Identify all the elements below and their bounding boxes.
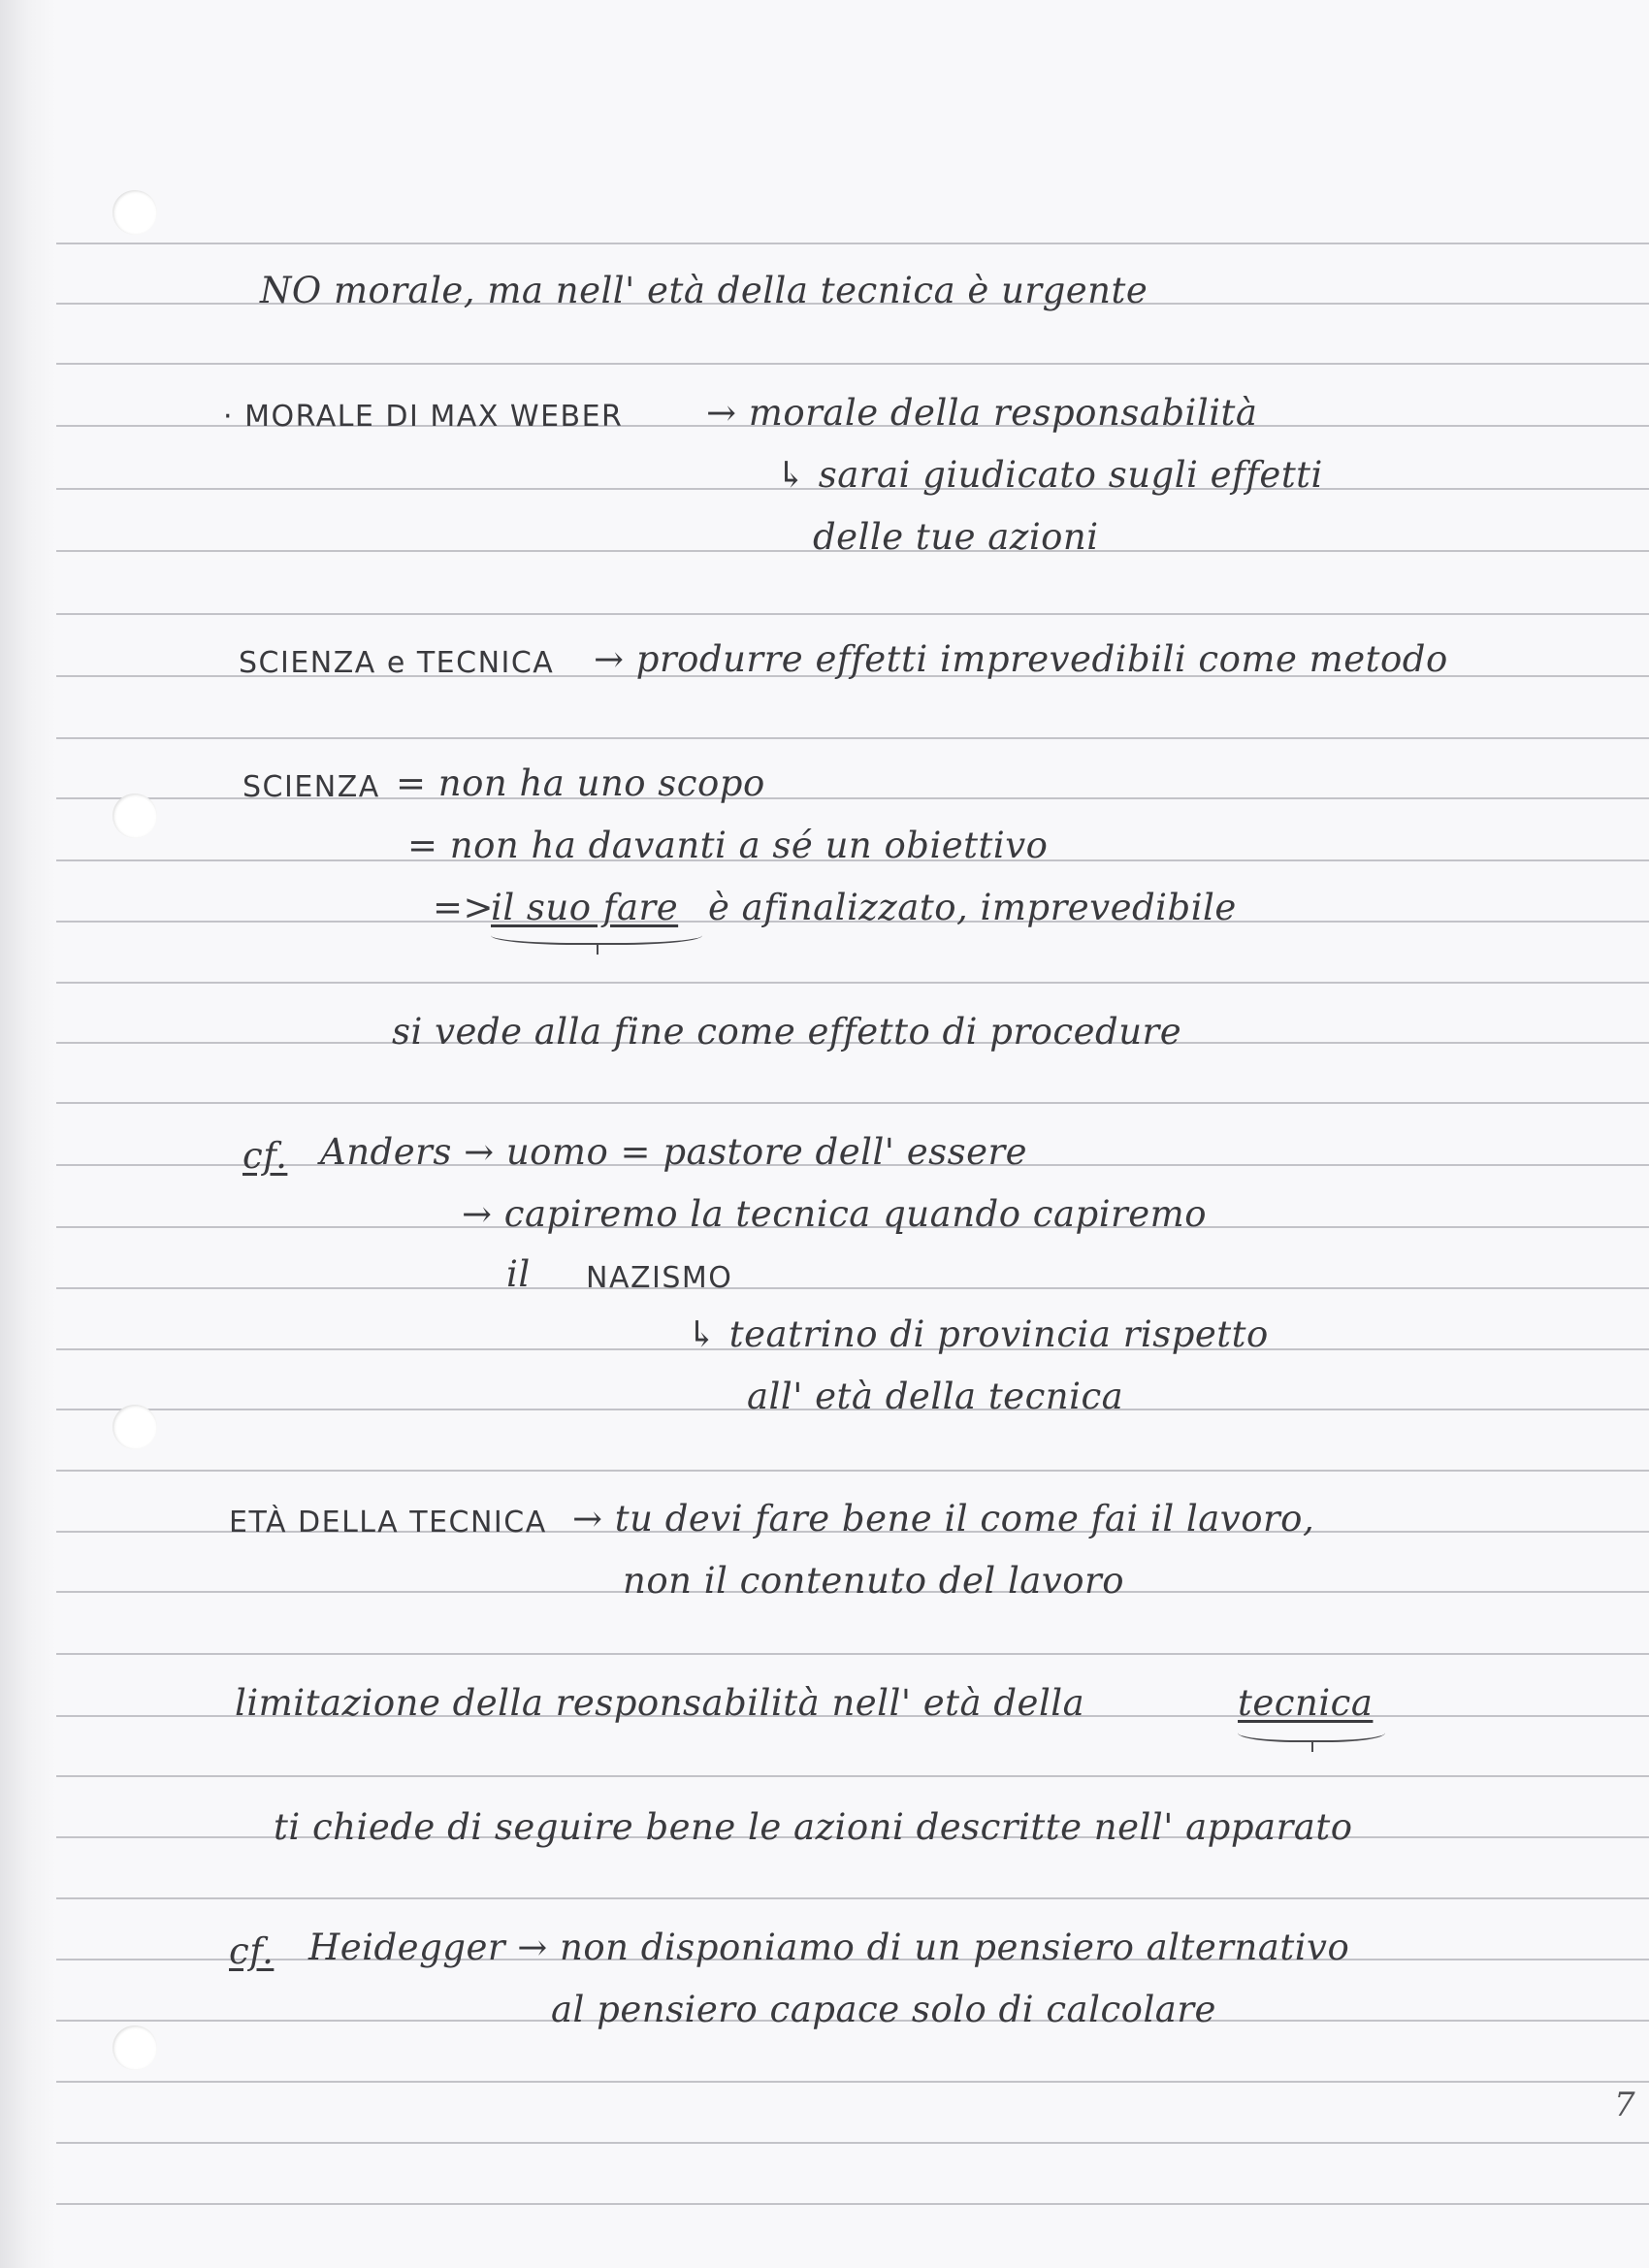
note-ref: cf. xyxy=(229,1930,275,1972)
note-line: limitazione della responsabilità nell' età della xyxy=(235,1682,1085,1724)
note-line: = non ha uno scopo xyxy=(396,762,765,804)
note-line: Heidegger → non disponiamo di un pensiero alternativo xyxy=(308,1927,1350,1968)
punch-hole xyxy=(113,794,157,838)
punch-hole xyxy=(113,1405,157,1449)
note-line: → tu devi fare bene il come fai il lavoro, xyxy=(572,1498,1315,1539)
note-line: ti chiede di seguire bene le azioni descritte nell' apparato xyxy=(274,1806,1353,1848)
ruled-line xyxy=(56,1470,1649,1472)
note-heading: SCIENZA xyxy=(242,770,380,804)
ruled-line xyxy=(56,2142,1649,2144)
ruled-line xyxy=(56,982,1649,984)
note-heading: · MORALE DI MAX WEBER xyxy=(223,400,624,434)
note-line: ↳ sarai giudicato sugli effetti xyxy=(776,454,1323,496)
ruled-line xyxy=(56,1653,1649,1655)
page-number: 7 xyxy=(1614,2086,1635,2124)
ruled-line xyxy=(56,613,1649,615)
note-line: → capiremo la tecnica quando capiremo xyxy=(462,1193,1207,1235)
ruled-line xyxy=(56,1287,1649,1289)
note-line: all' età della tecnica xyxy=(747,1376,1124,1417)
note-line: il xyxy=(506,1253,531,1295)
ruled-line xyxy=(56,1897,1649,1899)
note-heading: NAZISMO xyxy=(586,1261,733,1295)
punch-hole xyxy=(113,2025,157,2070)
note-line: → morale della responsabilità xyxy=(706,392,1258,434)
ruled-line xyxy=(56,2081,1649,2083)
note-heading: SCIENZA e TECNICA xyxy=(239,646,555,680)
ruled-line xyxy=(56,363,1649,365)
note-line: => xyxy=(433,887,495,928)
page-left-edge xyxy=(0,0,56,2268)
note-line: = non ha davanti a sé un obiettivo xyxy=(407,825,1049,866)
note-line-underlined: il suo fare xyxy=(491,887,679,928)
underbrace xyxy=(491,922,702,945)
punch-hole xyxy=(113,190,157,235)
ruled-line xyxy=(56,243,1649,244)
note-line: NO morale, ma nell' età della tecnica è urgente xyxy=(260,270,1148,311)
ruled-line xyxy=(56,1102,1649,1104)
note-line: → produrre effetti imprevedibili come metodo xyxy=(594,638,1448,680)
note-line: delle tue azioni xyxy=(813,516,1099,558)
underbrace xyxy=(1238,1719,1385,1742)
note-line: si vede alla fine come effetto di procedure xyxy=(392,1011,1182,1053)
note-line: al pensiero capace solo di calcolare xyxy=(551,1989,1216,2030)
note-heading: ETÀ DELLA TECNICA xyxy=(229,1506,547,1539)
note-line: è afinalizzato, imprevedibile xyxy=(708,887,1237,928)
note-line-underlined: tecnica xyxy=(1238,1682,1374,1724)
note-ref: cf. xyxy=(242,1135,288,1177)
ruled-line xyxy=(56,737,1649,739)
ruled-line xyxy=(56,2203,1649,2205)
note-line: non il contenuto del lavoro xyxy=(623,1560,1124,1602)
note-line: ↳ teatrino di provincia rispetto xyxy=(687,1313,1269,1355)
ruled-line xyxy=(56,1775,1649,1777)
note-line: Anders → uomo = pastore dell' essere xyxy=(320,1131,1028,1173)
